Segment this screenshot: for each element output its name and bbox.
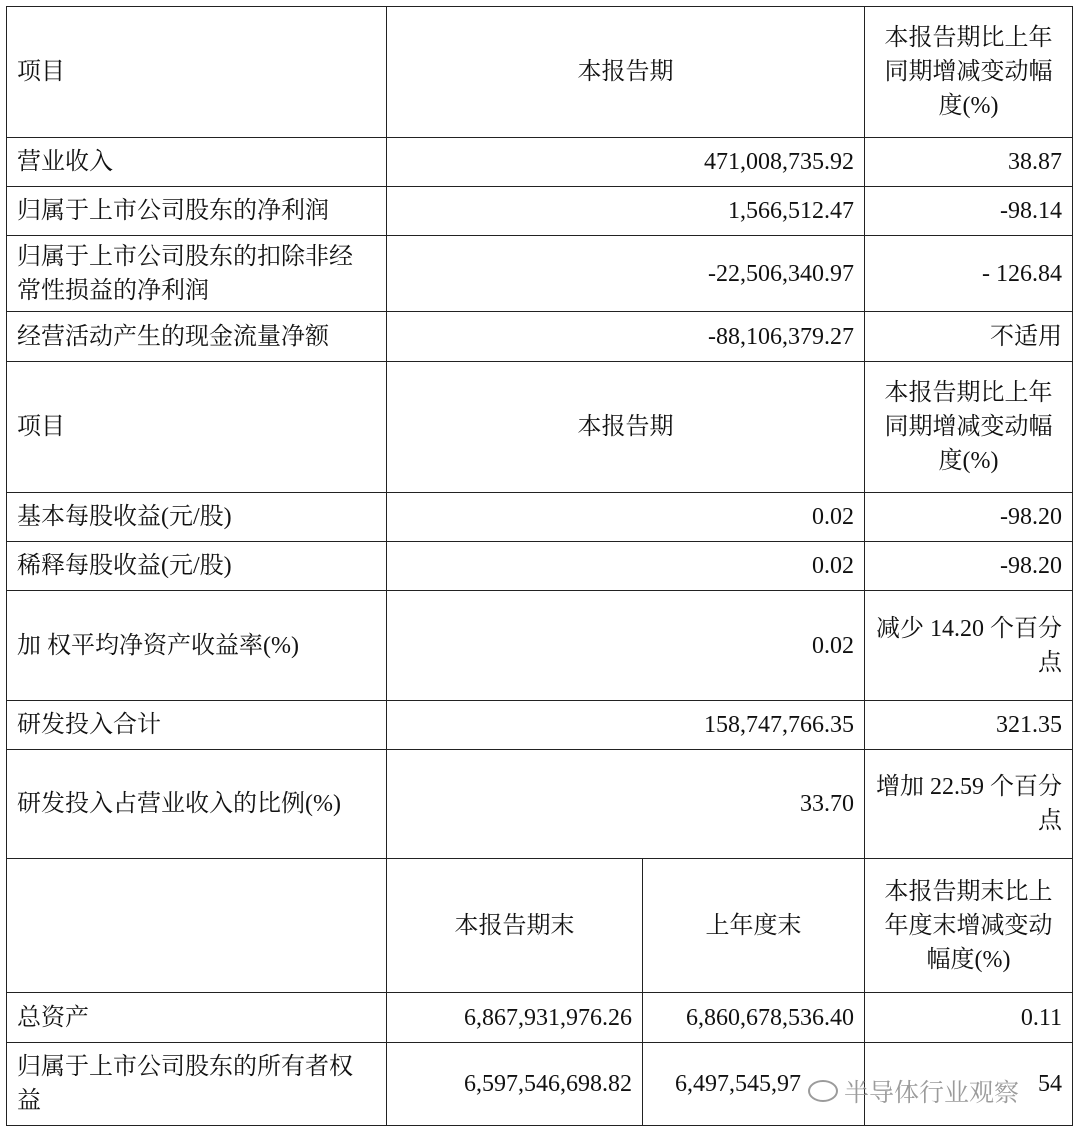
row-change: 0.11 bbox=[865, 993, 1073, 1043]
header-period-end-cell: 本报告期末 bbox=[387, 859, 643, 993]
row-label: 经营活动产生的现金流量净额 bbox=[7, 312, 387, 362]
row-change: 321.35 bbox=[865, 701, 1073, 750]
table-row bbox=[7, 138, 1073, 187]
row-label: 总资产 bbox=[7, 993, 387, 1043]
row-value: 158,747,766.35 bbox=[387, 701, 865, 750]
table-row bbox=[7, 750, 1073, 859]
row-prev-year-end: 6,860,678,536.40 bbox=[643, 993, 865, 1043]
row-change: 减少 14.20 个百分点 bbox=[865, 591, 1073, 701]
row-change: 54 bbox=[865, 1043, 1073, 1126]
row-change: - 126.84 bbox=[865, 236, 1073, 312]
wechat-icon bbox=[808, 1080, 838, 1102]
row-value: 0.02 bbox=[387, 591, 865, 701]
row-label: 加 权平均净资产收益率(%) bbox=[7, 591, 387, 701]
row-value: -22,506,340.97 bbox=[387, 236, 865, 312]
header-change-cell: 本报告期比上年同期增减变动幅度(%) bbox=[865, 362, 1073, 493]
header-change-cell: 本报告期比上年同期增减变动幅度(%) bbox=[865, 7, 1073, 138]
row-label: 基本每股收益(元/股) bbox=[7, 493, 387, 542]
row-value: 0.02 bbox=[387, 493, 865, 542]
table-header-row bbox=[7, 859, 1073, 993]
row-change: -98.14 bbox=[865, 187, 1073, 236]
row-value: -88,106,379.27 bbox=[387, 312, 865, 362]
row-label: 研发投入占营业收入的比例(%) bbox=[7, 750, 387, 859]
header-prev-year-end-cell: 上年度末 bbox=[643, 859, 865, 993]
header-item-cell bbox=[7, 859, 387, 993]
row-value: 1,566,512.47 bbox=[387, 187, 865, 236]
header-item-cell: 项目 bbox=[7, 7, 387, 138]
financial-indicators-table bbox=[6, 6, 1073, 1126]
header-change-cell: 本报告期末比上年度末增减变动幅度(%) bbox=[865, 859, 1073, 993]
header-period-cell: 本报告期 bbox=[387, 362, 865, 493]
row-value: 33.70 bbox=[387, 750, 865, 859]
row-label: 归属于上市公司股东的所有者权益 bbox=[7, 1043, 387, 1126]
row-change: 增加 22.59 个百分点 bbox=[865, 750, 1073, 859]
row-label: 研发投入合计 bbox=[7, 701, 387, 750]
table-row bbox=[7, 493, 1073, 542]
header-period-cell: 本报告期 bbox=[387, 7, 865, 138]
row-label: 归属于上市公司股东的净利润 bbox=[7, 187, 387, 236]
row-label: 营业收入 bbox=[7, 138, 387, 187]
table-row bbox=[7, 312, 1073, 362]
table-row bbox=[7, 187, 1073, 236]
row-change: -98.20 bbox=[865, 493, 1073, 542]
table-row bbox=[7, 701, 1073, 750]
row-prev-year-end: 6,497,545,97 bbox=[643, 1043, 865, 1126]
row-value: 471,008,735.92 bbox=[387, 138, 865, 187]
table-row bbox=[7, 236, 1073, 312]
row-label: 稀释每股收益(元/股) bbox=[7, 542, 387, 591]
table-row bbox=[7, 542, 1073, 591]
watermark-text: 半导体行业观察 bbox=[844, 1078, 1020, 1107]
row-change: 不适用 bbox=[865, 312, 1073, 362]
table-header-row bbox=[7, 362, 1073, 493]
row-label: 归属于上市公司股东的扣除非经常性损益的净利润 bbox=[7, 236, 387, 312]
row-value: 0.02 bbox=[387, 542, 865, 591]
row-period-end: 6,597,546,698.82 bbox=[387, 1043, 643, 1126]
watermark bbox=[808, 1073, 1019, 1109]
row-period-end: 6,867,931,976.26 bbox=[387, 993, 643, 1043]
header-item-cell: 项目 bbox=[7, 362, 387, 493]
row-change: -98.20 bbox=[865, 542, 1073, 591]
row-change: 38.87 bbox=[865, 138, 1073, 187]
table-row bbox=[7, 993, 1073, 1043]
table-row bbox=[7, 591, 1073, 701]
table-header-row bbox=[7, 7, 1073, 138]
